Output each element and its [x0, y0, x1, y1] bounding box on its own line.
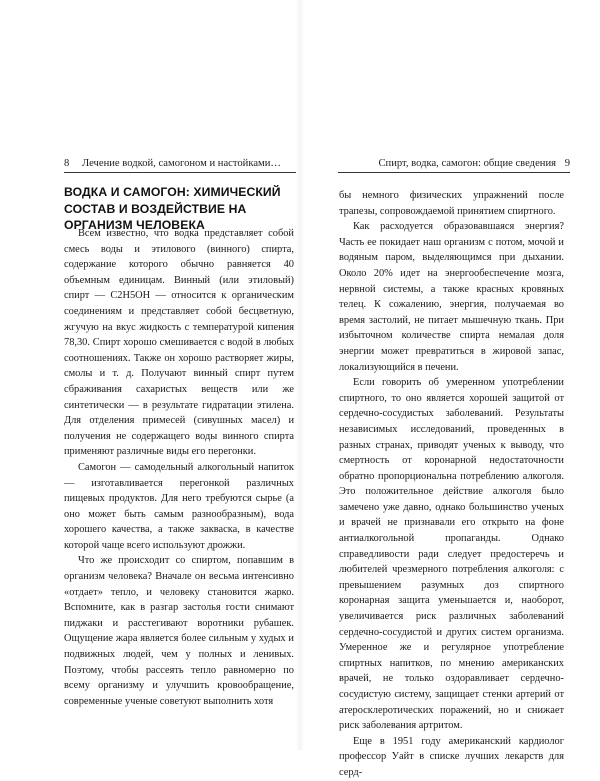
paragraph: Что же происходит со спиртом, попавшим в организм человека? Вначале он весьма интенсивно «отдает» тепло, и человеку становится жарко. Вспомните, как в разгар застолья гости снимают пиджаки и расстегивают воротники рубашек. Ощущение жара является более сильным у худых и подвижных людей, чем у полных и ленивых. Поэтому, чтобы рассеять тепло равномерно по всему организму и улучшить кровообращение, современные ученые советуют выполнить хотя [64, 555, 294, 707]
paragraph: Еще в 1951 году американский кардиолог профессор Уайт в списке лучших лекарств для серд- [339, 735, 564, 778]
paragraph: Всем известно, что водка представляет собой смесь воды и этилового (винного) спирта, содержание которого обычно равняется 40 объемным единицам. Винный (или этиловый) спирт — C2H5OH — относится к органическим соединениям и представляет собой бесцветную, жгучую на вкус жидкость с температурой кипения 78,30. Спирт хорошо смешивается с водой в любых соотношениях. Также он хорошо растворяет жиры, смолы и т. д. Получают винный спирт путем сбраживания сахаристых веществ или же синтетически — в результате гидратации этилена. Для отделения примесей (сивушных масел) и получения не содержащего воды винного спирта применяют различные виды его перегонки. [64, 228, 294, 458]
left-body-text [64, 226, 294, 709]
left-header-rule [64, 172, 296, 173]
right-page-number: 9 [564, 158, 570, 169]
left-running-header [64, 157, 300, 170]
chapter-heading: ВОДКА И САМОГОН: ХИМИЧЕСКИЙ СОСТАВ И ВОЗДЕЙСТВИЕ НА ОРГАНИЗМ ЧЕЛОВЕКА [64, 185, 281, 232]
paragraph: Как расходуется образовавшаяся энергия? Часть ее покидает наш организм с потом, мочой и водяным паром, выделяющимся при дыхании. Около 20% идет на энергообеспечение мозга, нервной системы, а также красных кровяных телец. К сожалению, энергия, получаемая во время застолий, не питает мышечную ткань. При избыточном количестве спирта немалая доля энергии может превратиться в жировой запас, локализующийся в печени. [339, 221, 564, 373]
paragraph: Самогон — самодельный алкогольный напиток — изготавливается перегонкой различных пищевых продуктов. Для него требуются сырье (а оно может быть самым разнообразным), вода хорошего качества, а также закваска, в качестве которой чаще всего используют дрожжи. [64, 461, 294, 551]
right-body-text [339, 188, 564, 781]
left-running-title: Лечение водкой, самогоном и настойками… [82, 158, 281, 169]
paragraph: Если говорить об умеренном употреблении спиртного, то оно является хорошей защитой от сердечно-сосудистых заболеваний. Результаты независимых исследований, проведенных в разных странах, приводят ученых к выводу, что смертность от коронарной недостаточности обратно пропорциональна потреблению алкоголя. Это положительное действие алкоголя было замечено уже давно, однако большинство ученых и врачей не признавали его открыто на фоне антиалкогольной пропаганды. Однако справедливости ради следует предостеречь и любителей чрезмерного потребления алкоголя: с превышением разумных доз спиртного коронарная защита уменьшается и, наоборот, увеличивается риск различных заболеваний сердечно-сосудистой и других систем организма. Умеренное же и регулярное употребление спиртных напитков, по мнению американских врачей, не только оздоравливает сердечно-сосудистую систему, защищает стенки артерий от атеросклеротических поражений, но и снижает риск заболевания артритом. [339, 377, 564, 732]
right-header-rule [338, 172, 570, 173]
left-page-number: 8 [64, 158, 70, 169]
left-page [0, 0, 300, 750]
right-running-title: Спирт, водка, самогон: общие сведения [378, 158, 556, 169]
right-running-header [334, 157, 570, 170]
paragraph: бы немного физических упражнений после трапезы, сопровождаемой принятием спиртного. [339, 190, 564, 217]
right-page [300, 0, 600, 778]
